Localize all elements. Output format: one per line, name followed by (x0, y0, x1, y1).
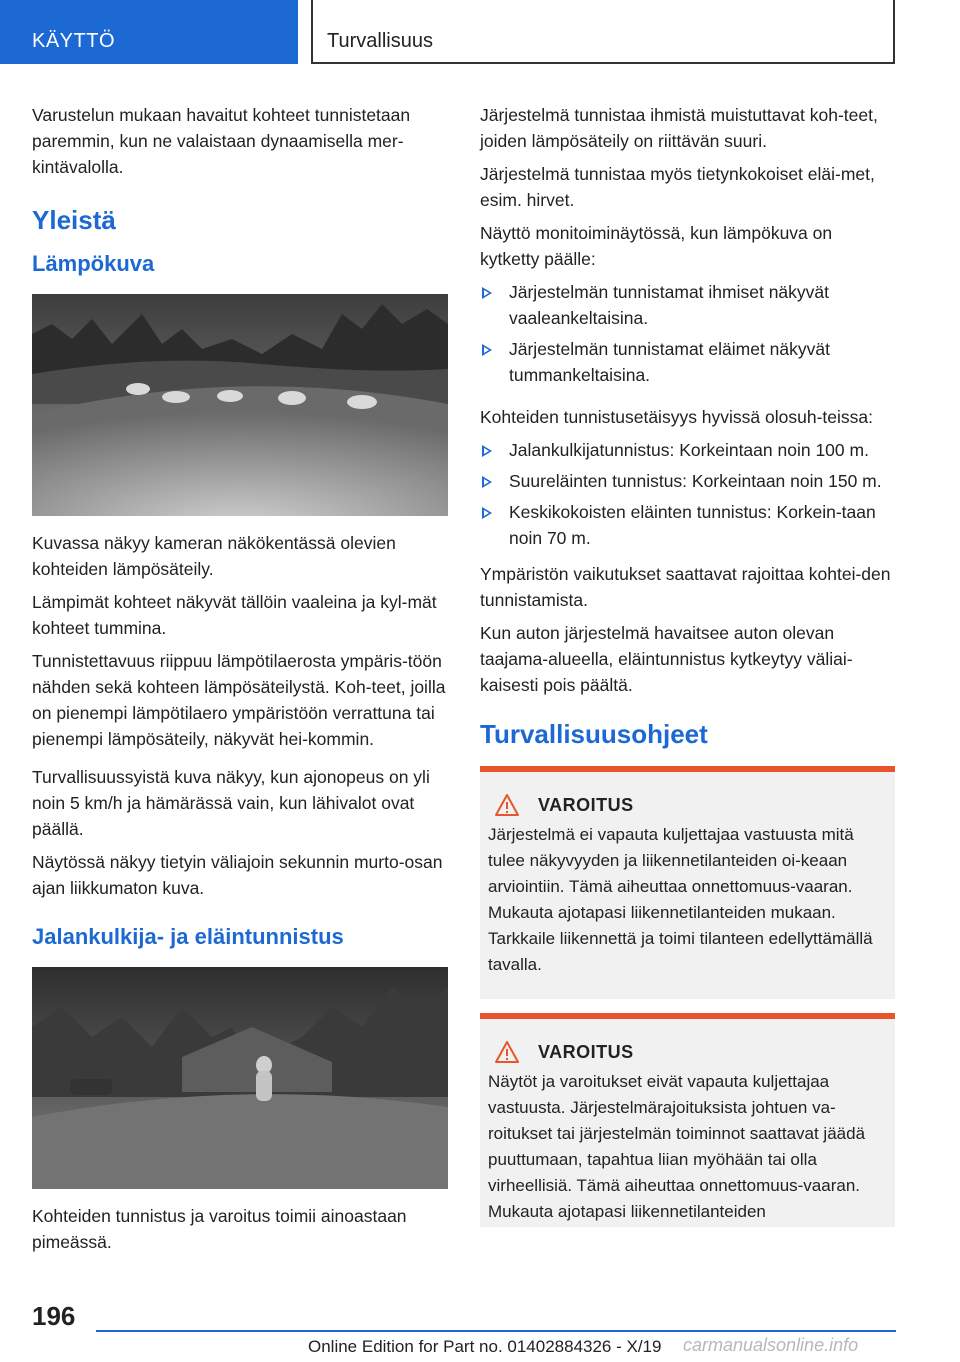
warning-title: VAROITUS (538, 1042, 634, 1062)
intro-paragraph: Varustelun mukaan havaitut kohteet tunnistetaan paremmin, kun ne valaistaan dynaamisella mer-kintävalolla. (32, 105, 411, 177)
edition-text: Online Edition for Part no. 01402884326 - X/19 (308, 1337, 662, 1356)
heading-safety-instructions: Turvallisuusohjeet (480, 719, 708, 749)
list-item: Järjestelmän tunnistamat eläimet näkyvät tummankeltaisina. (480, 336, 895, 388)
range-paragraph: Kohteiden tunnistusetäisyys hyvissä olosuh-teissa: (480, 407, 873, 427)
list-item: Suureläinten tunnistus: Korkeintaan noin 150 m. (480, 468, 895, 494)
color-list (480, 279, 895, 388)
chapter-tab: KÄYTTÖ (0, 0, 298, 64)
warning-triangle-icon (494, 1040, 520, 1064)
heading-general: Yleistä (32, 205, 116, 235)
warning-text: Järjestelmä ei vapauta kuljettajaa vastuusta mitä tulee näkyvyyden ja liikennetilanteiden oi-keaan arviointiin. Tämä aiheuttaa onnettomuus-vaaran. Mukauta ajotapasi liikennetilanteiden mukaan. Tarkkaile liikennettä ja toimi tilanteen edellyttämällä tavalla. (488, 825, 873, 974)
warning-text: Näytöt ja varoitukset eivät vapauta kuljettajaa vastuusta. Järjestelmärajoituksista johtuen va-roitukset tai järjestelmän toiminnot saattavat jäädä puuttumaan, tapahtua liian myöhään tai olla virheellisiä. Tämä aiheuttaa onnettomuus-vaaran. Mukauta ajotapasi liikennetilanteiden (488, 1072, 866, 1221)
urban-paragraph: Kun auton järjestelmä havaitsee auton olevan taajama-alueella, eläintunnistus kytkeytyy väliai-kaisesti pois päältä. (480, 623, 853, 695)
monitor-paragraph: Näyttö monitoiminäytössä, kun lämpökuva on kytketty päälle: (480, 223, 833, 269)
animals-paragraph: Järjestelmä tunnistaa myös tietynkokoiset eläi-met, esim. hirvet. (480, 164, 875, 210)
heading-thermal-image: Lämpökuva (32, 251, 155, 276)
detectability-paragraph: Tunnistettavuus riippuu lämpötilaerosta ympäris-töön nähden sekä kohteen lämpösäteilystä. Koh-teet, joilla on pienempi lämpötilaero ympäristöön verrattuna tai pienempi lämpösäteily, näkyvät hei-kommin. (32, 651, 446, 749)
warning-header (488, 1039, 885, 1065)
range-list (480, 437, 895, 551)
safety-display-paragraph: Turvallisuussyistä kuva näkyy, kun ajonopeus on yli noin 5 km/h ja hämärässä vain, kun lähivalot ovat päällä. (32, 767, 430, 839)
warning-box (480, 766, 895, 999)
still-image-paragraph: Näytössä näkyy tietyin väliajoin sekunnin murto-osan ajan liikkumaton kuva. (32, 852, 443, 898)
list-item: Keskikokoisten eläinten tunnistus: Korkein-taan noin 70 m. (480, 499, 895, 551)
triangle-bullet-icon (482, 344, 492, 356)
warning-triangle-icon (494, 793, 520, 817)
watermark: carmanualsonline.info (683, 1335, 859, 1355)
page-number: 196 (32, 1301, 76, 1331)
left-column (32, 102, 448, 1262)
triangle-bullet-icon (482, 476, 492, 488)
triangle-bullet-icon (482, 287, 492, 299)
triangle-bullet-icon (482, 445, 492, 457)
list-item: Järjestelmän tunnistamat ihmiset näkyvät vaaleankeltaisina. (480, 279, 895, 331)
right-column (480, 102, 895, 1241)
figure2-caption: Kohteiden tunnistus ja varoitus toimii ainoastaan pimeässä. (32, 1206, 407, 1252)
warning-box (480, 1013, 895, 1227)
warm-objects-paragraph: Lämpimät kohteet näkyvät tällöin vaaleina ja kyl-mät kohteet tummina. (32, 592, 437, 638)
warning-header (488, 792, 885, 818)
warning-title: VAROITUS (538, 795, 634, 815)
pedestrian-image-figure (32, 967, 448, 1189)
list-item: Jalankulkijatunnistus: Korkeintaan noin 100 m. (480, 437, 895, 463)
footer-divider (96, 1330, 896, 1332)
heading-pedestrian-detection: Jalankulkija- ja eläintunnistus (32, 924, 344, 949)
thermal-image-figure (32, 294, 448, 516)
environment-paragraph: Ympäristön vaikutukset saattavat rajoittaa kohtei-den tunnistamista. (480, 564, 891, 610)
figure1-caption: Kuvassa näkyy kameran näkökentässä olevien kohteiden lämpösäteily. (32, 533, 396, 579)
humans-paragraph: Järjestelmä tunnistaa ihmistä muistuttavat koh-teet, joiden lämpösäteily on riittävän suuri. (480, 105, 878, 151)
triangle-bullet-icon (482, 507, 492, 519)
section-title: Turvallisuus (311, 0, 895, 64)
